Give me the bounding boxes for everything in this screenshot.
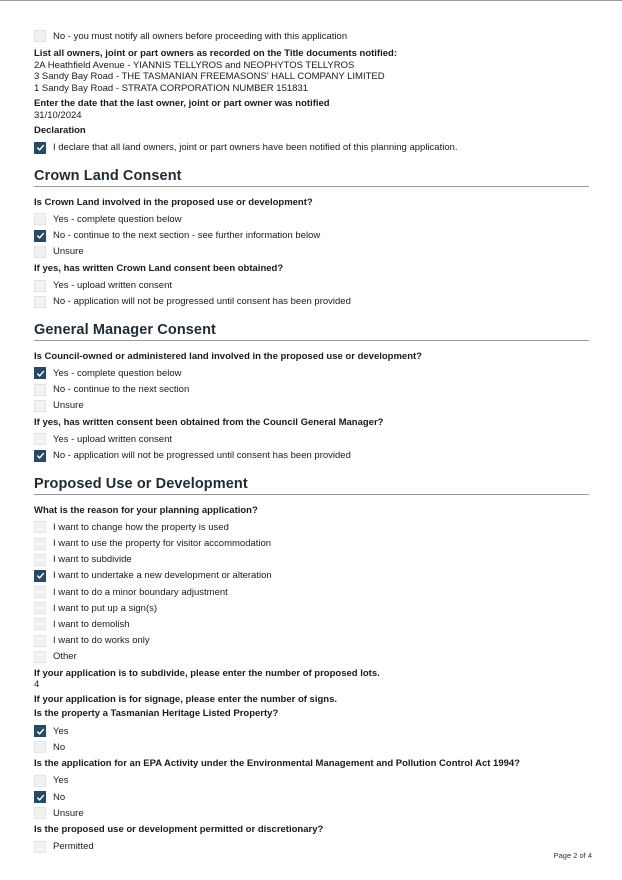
gm-question-2: If yes, has written consent been obtained from the Council General Manager? xyxy=(34,416,384,428)
owner-entry: 2A Heathfield Avenue - YIANNIS TELLYROS and NEOPHYTOS TELLYROS xyxy=(34,59,355,71)
checkbox[interactable] xyxy=(34,554,46,566)
owner-entry: 3 Sandy Bay Road - THE TASMANIAN FREEMASONS' HALL COMPANY LIMITED xyxy=(34,71,385,83)
checkbox[interactable] xyxy=(34,635,46,647)
option-label: Unsure xyxy=(53,400,84,412)
checkbox[interactable] xyxy=(34,296,46,308)
checkbox[interactable] xyxy=(34,521,46,533)
option-reason-visitor[interactable] xyxy=(34,535,589,551)
option-crown-no[interactable] xyxy=(34,228,589,244)
epa-question: Is the application for an EPA Activity under the Environmental Management and Pollution Control Act 1994? xyxy=(34,758,520,770)
crown-question-1: Is Crown Land involved in the proposed use or development? xyxy=(34,196,313,208)
option-label: I want to do a minor boundary adjustment xyxy=(53,586,228,598)
option-label: Yes xyxy=(53,775,69,787)
checkbox[interactable] xyxy=(34,400,46,412)
declaration-heading: Declaration xyxy=(34,125,86,137)
option-reason-change-use[interactable] xyxy=(34,519,589,535)
section-title-gm: General Manager Consent xyxy=(34,322,589,341)
option-label: I declare that all land owners, joint or part owners have been notified of this planning application. xyxy=(53,142,458,154)
owners-question: List all owners, joint or part owners as recorded on the Title documents notified: xyxy=(34,48,397,60)
signs-question: If your application is for signage, please enter the number of signs. xyxy=(34,693,338,705)
checkbox[interactable] xyxy=(34,213,46,225)
option-crown-yes[interactable] xyxy=(34,211,589,227)
option-label: I want to undertake a new development or alteration xyxy=(53,570,272,582)
checkmark-icon xyxy=(36,143,45,152)
checkmark-icon xyxy=(36,571,45,580)
option-label: No - continue to the next section - see further information below xyxy=(53,230,321,242)
option-label: I want to put up a sign(s) xyxy=(53,602,158,614)
option-crown-consent-no[interactable] xyxy=(34,294,589,310)
option-label: I want to do works only xyxy=(53,635,150,647)
page-number: Page 2 of 4 xyxy=(553,851,592,860)
option-gm-yes[interactable] xyxy=(34,365,589,381)
checkbox[interactable] xyxy=(34,586,46,598)
option-label: Unsure xyxy=(53,807,84,819)
option-label: No xyxy=(53,741,66,753)
checkmark-icon xyxy=(36,231,45,240)
option-reason-sign[interactable] xyxy=(34,600,589,616)
form-page xyxy=(34,28,589,855)
option-crown-consent-yes[interactable] xyxy=(34,277,589,293)
checkbox[interactable] xyxy=(34,791,46,803)
reason-question: What is the reason for your planning application? xyxy=(34,504,258,516)
option-notify-no[interactable] xyxy=(34,28,589,44)
option-label: Yes - upload written consent xyxy=(53,280,173,292)
owner-entry: 1 Sandy Bay Road - STRATA CORPORATION NUMBER 151831 xyxy=(34,82,309,94)
checkbox[interactable] xyxy=(34,725,46,737)
date-value: 31/10/2024 xyxy=(34,109,82,121)
option-label: No - application will not be progressed until consent has been provided xyxy=(53,450,351,462)
option-declaration[interactable] xyxy=(34,140,589,156)
option-gm-unsure[interactable] xyxy=(34,398,589,414)
checkbox[interactable] xyxy=(34,741,46,753)
checkbox[interactable] xyxy=(34,433,46,445)
option-label: No xyxy=(53,791,66,803)
checkbox[interactable] xyxy=(34,367,46,379)
checkbox[interactable] xyxy=(34,246,46,258)
checkbox[interactable] xyxy=(34,450,46,462)
checkmark-icon xyxy=(36,727,45,736)
checkbox[interactable] xyxy=(34,841,46,853)
option-epa-no[interactable] xyxy=(34,789,589,805)
option-label: Yes - complete question below xyxy=(53,367,182,379)
heritage-question: Is the property a Tasmanian Heritage Listed Property? xyxy=(34,708,279,720)
checkbox[interactable] xyxy=(34,570,46,582)
date-question: Enter the date that the last owner, joint or part owner was notified xyxy=(34,98,330,110)
checkbox-notify-no[interactable] xyxy=(34,30,46,42)
option-label: Other xyxy=(53,651,77,663)
top-rule xyxy=(0,0,622,1)
checkbox[interactable] xyxy=(34,775,46,787)
lots-question: If your application is to subdivide, please enter the number of proposed lots. xyxy=(34,667,380,679)
checkmark-icon xyxy=(36,793,45,802)
option-label: Yes - complete question below xyxy=(53,213,182,225)
lots-value: 4 xyxy=(34,679,40,691)
option-label: I want to demolish xyxy=(53,618,130,630)
checkbox[interactable] xyxy=(34,538,46,550)
option-label: I want to use the property for visitor accommodation xyxy=(53,538,272,550)
option-gm-consent-no[interactable] xyxy=(34,448,589,464)
option-gm-no[interactable] xyxy=(34,382,589,398)
option-label: I want to subdivide xyxy=(53,554,132,566)
checkbox[interactable] xyxy=(34,807,46,819)
checkbox-declaration[interactable] xyxy=(34,142,46,154)
option-label: I want to change how the property is used xyxy=(53,521,229,533)
option-heritage-yes[interactable] xyxy=(34,723,589,739)
option-permitted[interactable] xyxy=(34,839,589,855)
option-label: No - you must notify all owners before proceeding with this application xyxy=(53,30,348,42)
option-label: Unsure xyxy=(53,246,84,258)
option-reason-demolish[interactable] xyxy=(34,616,589,632)
option-epa-unsure[interactable] xyxy=(34,805,589,821)
checkbox[interactable] xyxy=(34,651,46,663)
permitted-question: Is the proposed use or development permitted or discretionary? xyxy=(34,824,324,836)
checkbox[interactable] xyxy=(34,280,46,292)
option-heritage-no[interactable] xyxy=(34,739,589,755)
option-crown-unsure[interactable] xyxy=(34,244,589,260)
option-reason-development[interactable] xyxy=(34,568,589,584)
checkbox[interactable] xyxy=(34,384,46,396)
option-reason-works[interactable] xyxy=(34,633,589,649)
option-label: Yes xyxy=(53,725,69,737)
option-reason-subdivide[interactable] xyxy=(34,552,589,568)
checkbox[interactable] xyxy=(34,618,46,630)
option-label: Yes - upload written consent xyxy=(53,433,173,445)
section-title-crown: Crown Land Consent xyxy=(34,168,589,187)
option-reason-other[interactable] xyxy=(34,649,589,665)
option-gm-consent-yes[interactable] xyxy=(34,431,589,447)
option-label: Permitted xyxy=(53,841,94,853)
option-label: No - application will not be progressed until consent has been provided xyxy=(53,296,351,308)
checkbox[interactable] xyxy=(34,602,46,614)
option-epa-yes[interactable] xyxy=(34,773,589,789)
option-label: No - continue to the next section xyxy=(53,384,190,396)
checkmark-icon xyxy=(36,369,45,378)
crown-question-2: If yes, has written Crown Land consent been obtained? xyxy=(34,262,284,274)
checkmark-icon xyxy=(36,451,45,460)
option-reason-boundary[interactable] xyxy=(34,584,589,600)
section-title-proposed: Proposed Use or Development xyxy=(34,476,589,495)
gm-question-1: Is Council-owned or administered land involved in the proposed use or development? xyxy=(34,350,422,362)
checkbox[interactable] xyxy=(34,230,46,242)
